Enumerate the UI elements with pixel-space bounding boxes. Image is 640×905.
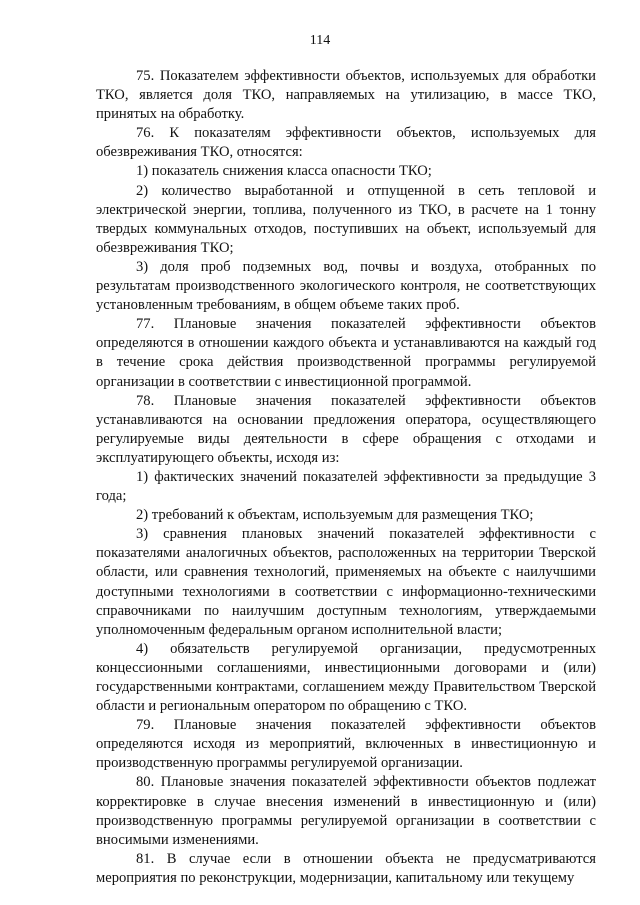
paragraph-75: 75. Показателем эффективности объектов, используемых для обработки ТКО, является доля ТКО, направляемых на утилизацию, в массе ТКО, принятых на обработку.	[96, 68, 596, 123]
page-number: 114	[309, 33, 331, 48]
paragraph-76-item-3: 3) доля проб подземных вод, почвы и воздуха, отобранных по результатам производственного экологического контроля, не соответствующих установленным требованиям, в общем объеме таких проб.	[96, 258, 596, 314]
paragraph-76: 76. К показателям эффективности объектов, используемых для обезвреживания ТКО, относятся:	[96, 125, 596, 161]
paragraph-76-item-2: 2) количество выработанной и отпущенной в сеть тепловой и электрической энергии, топлива, полученного из ТКО, в расчете на 1 тонну твердых коммунальных отходов, поступивших на объект, используемый для обезвреживания ТКО;	[96, 182, 596, 256]
paragraph-78-item-2: 2) требований к объектам, используемым для размещения ТКО;	[136, 507, 534, 524]
paragraph-81: 81. В случае если в отношении объекта не предусматриваются мероприятия по реконструкции, модернизации, капитальному или текущему	[96, 850, 596, 886]
document-body	[96, 67, 596, 888]
paragraph-77: 77. Плановые значения показателей эффективности объектов определяются в отношении каждого объекта и устанавливаются на каждый год в течение срока действия производственной программы регулируемой организации в соответствии с инвестиционной программой.	[96, 316, 596, 390]
paragraph-79: 79. Плановые значения показателей эффективности объектов определяются исходя из мероприятий, включенных в инвестиционную и производственную программы регулируемой организации.	[96, 717, 596, 772]
paragraph-76-item-1: 1) показатель снижения класса опасности ТКО;	[136, 163, 432, 180]
paragraph-78-item-1: 1) фактических значений показателей эффективности за предыдущие 3 года;	[96, 468, 596, 505]
paragraph-78-item-4: 4) обязательств регулируемой организации, предусмотренных концессионными соглашениями, инвестиционными договорами и (или) государственными контрактами, соглашением между Правительством Тверской области и региональным оператором по обращению с ТКО.	[96, 640, 596, 715]
paragraph-78-item-3: 3) сравнения плановых значений показателей эффективности с показателями аналогичных объектов, расположенных на территории Тверской области, или сравнения технологий, применяемых на объекте с наилучшими доступными технологиями в соответствии с информационно-техническими справочниками по наилучшим доступным технологиям, утверждаемыми уполномоченным федеральным органом исполнительной власти;	[96, 526, 596, 638]
paragraph-78: 78. Плановые значения показателей эффективности объектов устанавливаются на основании предложения оператора, осуществляющего регулируемые виды деятельности в сфере обращения с отходами и эксплуатирующего объекты, исходя из:	[96, 392, 596, 466]
paragraph-80: 80. Плановые значения показателей эффективности объектов подлежат корректировке в случае внесения изменений в инвестиционную и (или) производственную программы регулируемой организации в соответствии с вносимыми изменениями.	[96, 774, 596, 848]
